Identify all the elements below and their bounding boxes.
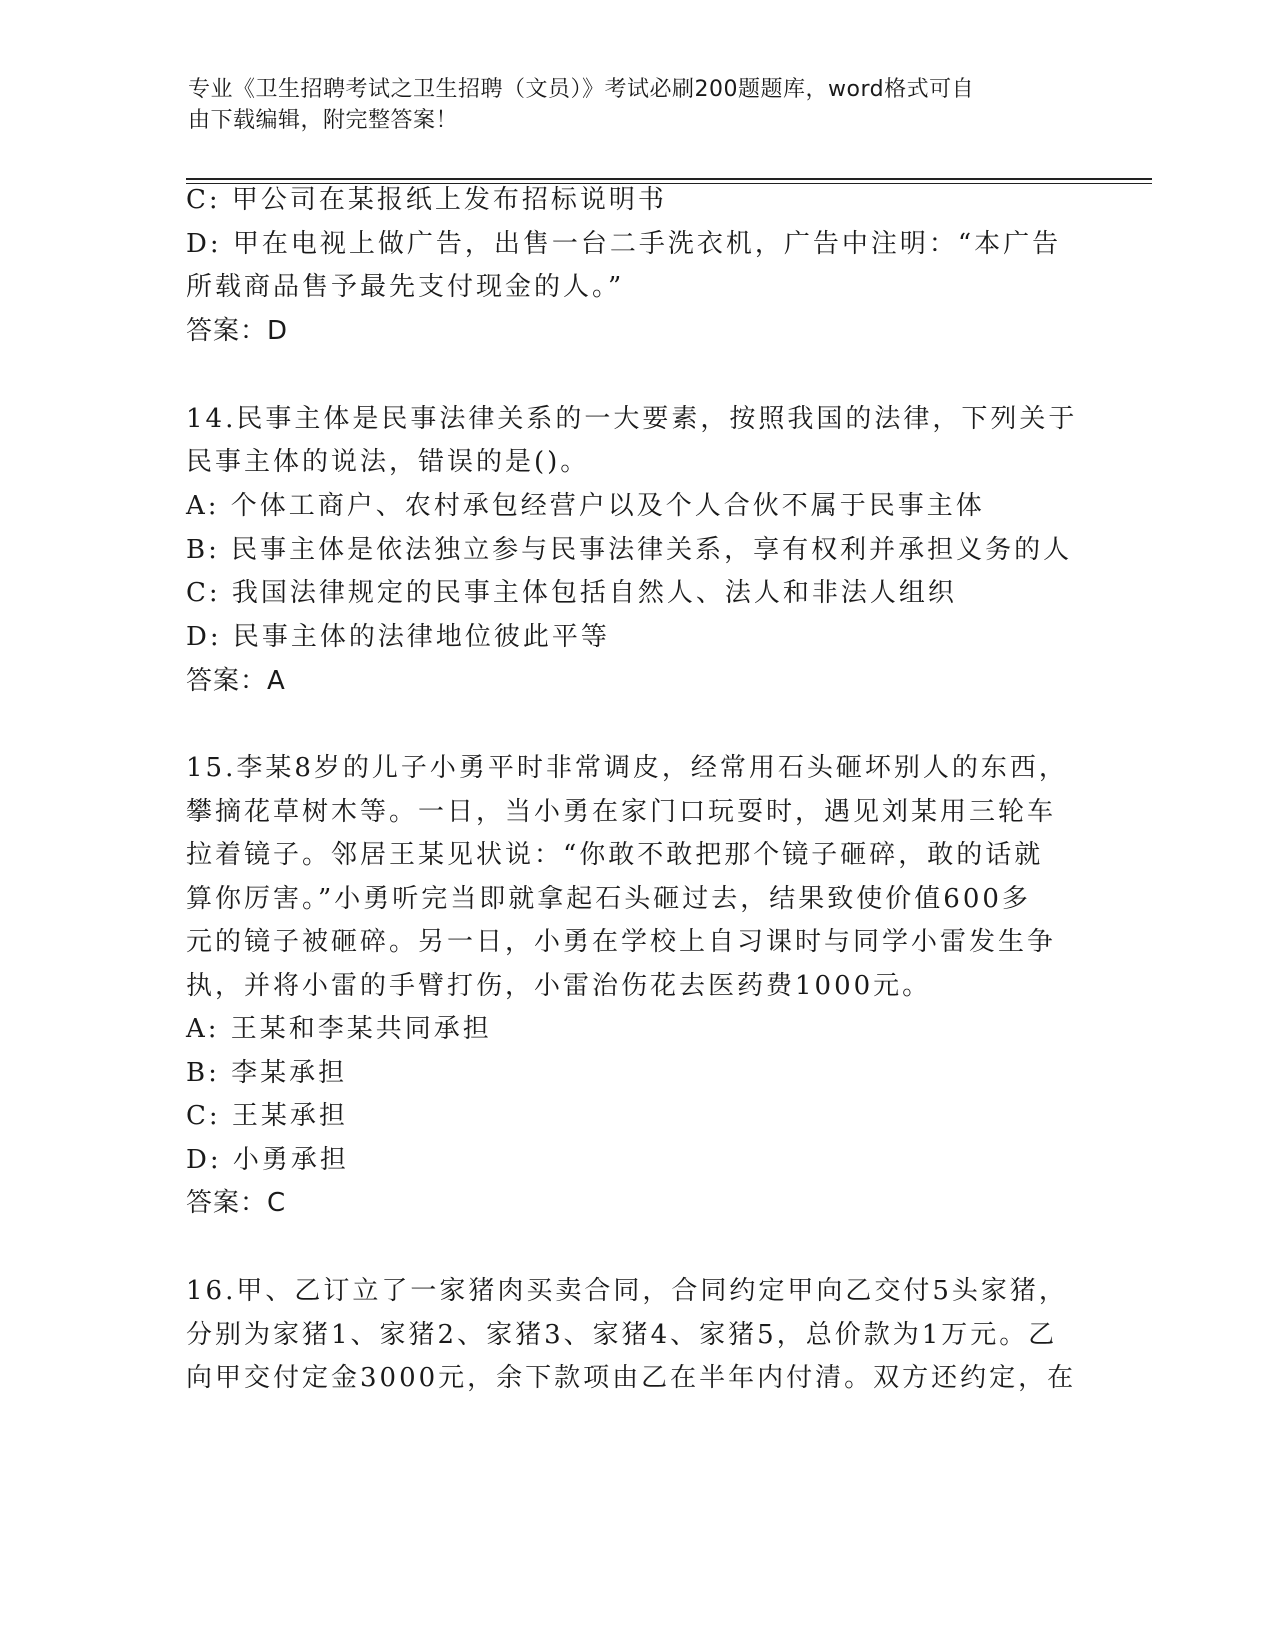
- q16-stem-line-1: 16.甲、乙订立了一家猪肉买卖合同，合同约定甲向乙交付5头家猪，: [186, 1276, 1068, 1306]
- q15-stem-line-3: 拉着镜子。邻居王某见状说：“你敢不敢把那个镜子砸碎，敢的话就: [186, 840, 1044, 870]
- q15-stem-line-1: 15.李某8岁的儿子小勇平时非常调皮，经常用石头砸坏别人的东西，: [186, 753, 1068, 783]
- header-rule-thick: [186, 178, 1152, 180]
- q15-stem-line-5: 元的镜子被砸碎。另一日，小勇在学校上自习课时与同学小雷发生争: [186, 927, 1057, 957]
- q14-answer: 答案：A: [186, 666, 286, 696]
- q14-option-d: D: 民事主体的法律地位彼此平等: [186, 622, 610, 652]
- header-rule-thin: [186, 183, 1152, 184]
- document-header: [188, 74, 1068, 136]
- q14-option-b: B: 民事主体是依法独立参与民事法律关系，享有权利并承担义务的人: [186, 535, 1073, 565]
- q15-stem-line-4: 算你厉害。”小勇听完当即就拿起石头砸过去，结果致使价值600多: [186, 884, 1031, 914]
- q14-stem-line-1: 14.民事主体是民事法律关系的一大要素，按照我国的法律，下列关于: [186, 404, 1078, 434]
- header-line-2: 由下载编辑，附完整答案！: [188, 108, 459, 133]
- q16-stem-line-2: 分别为家猪1、家猪2、家猪3、家猪4、家猪5，总价款为1万元。乙: [186, 1320, 1058, 1350]
- q14-stem-line-2: 民事主体的说法，错误的是()。: [186, 447, 590, 477]
- q13-option-d-line-2: 所载商品售予最先支付现金的人。”: [186, 272, 625, 302]
- q13-answer: 答案：D: [186, 316, 289, 346]
- q15-stem-line-2: 攀摘花草树木等。一日，当小勇在家门口玩耍时，遇见刘某用三轮车: [186, 797, 1057, 827]
- q13-option-d-line-1: D: 甲在电视上做广告，出售一台二手洗衣机，广告中注明：“本广告: [186, 229, 1062, 259]
- q15-option-c: C: 王某承担: [186, 1101, 348, 1131]
- q15-option-b: B: 李某承担: [186, 1058, 348, 1088]
- q14-option-a: A: 个体工商户、农村承包经营户以及个人合伙不属于民事主体: [186, 491, 985, 521]
- q14-option-c: C: 我国法律规定的民事主体包括自然人、法人和非法人组织: [186, 578, 957, 608]
- header-line-1: 专业《卫生招聘考试之卫生招聘（文员）》考试必刷200题题库，word格式可自: [188, 77, 975, 102]
- q15-stem-line-6: 执，并将小雷的手臂打伤，小雷治伤花去医药费1000元。: [186, 971, 932, 1001]
- q16-stem-line-3: 向甲交付定金3000元，余下款项由乙在半年内付清。双方还约定，在: [186, 1363, 1077, 1393]
- q15-option-d: D: 小勇承担: [186, 1145, 349, 1175]
- q15-option-a: A: 王某和李某共同承担: [186, 1014, 492, 1044]
- q13-option-c: C: 甲公司在某报纸上发布招标说明书: [186, 185, 667, 215]
- q15-answer: 答案：C: [186, 1188, 287, 1218]
